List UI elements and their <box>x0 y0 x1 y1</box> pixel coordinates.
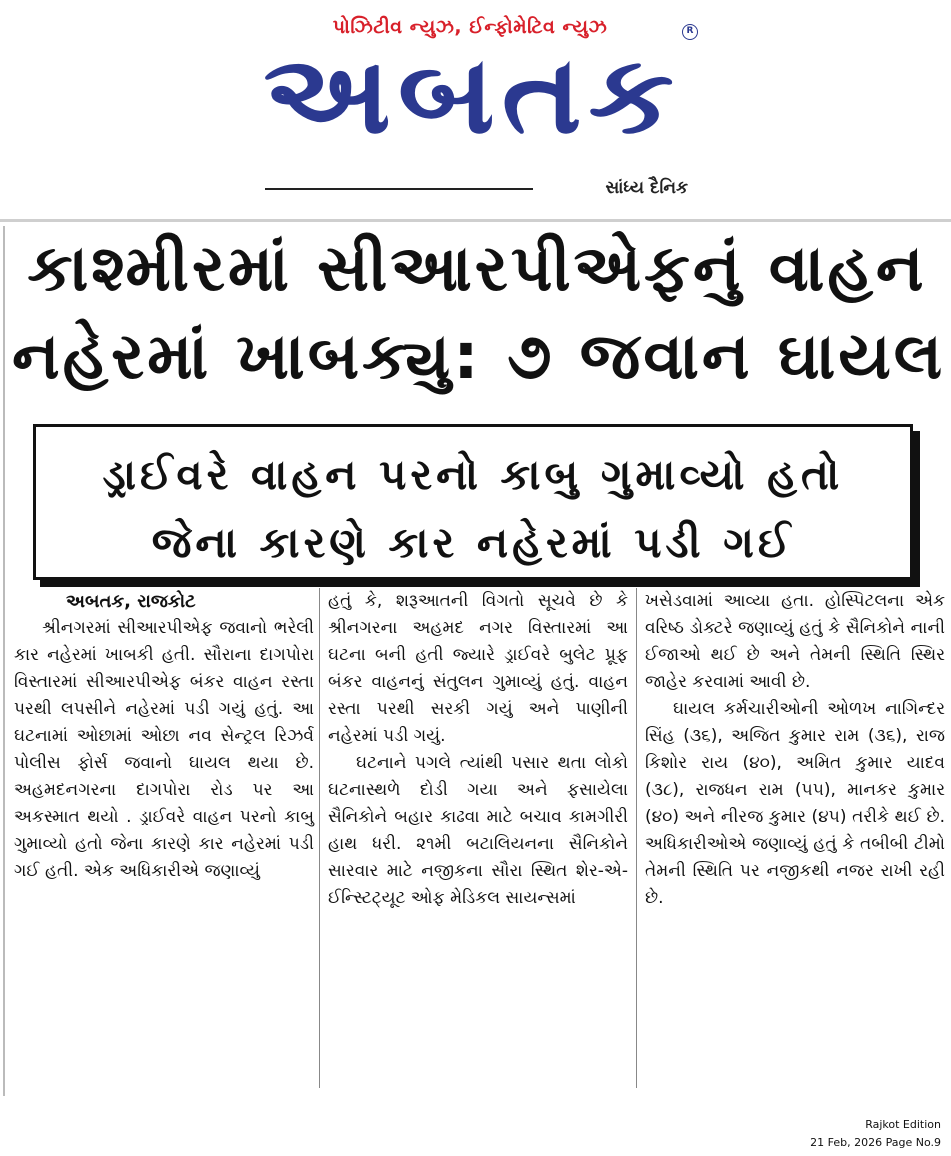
article-column-3 <box>645 588 945 912</box>
masthead-divider <box>0 219 951 222</box>
column-divider <box>319 588 320 1088</box>
headline-line-2: નહેરમાં ખાબક્યુ: ૭ જવાન ઘાયલ <box>12 320 946 394</box>
edition-label: Rajkot Edition <box>865 1118 941 1131</box>
page-left-rule <box>3 226 5 1096</box>
newspaper-logo: અબતક <box>263 33 681 158</box>
article-paragraph: ઘાયલ કર્મચારીઓની ઓળખ નાગિન્દર સિંહ (૩૬), અજિત કુમાર રામ (૩૬), રાજ કિશોર રાય (૪૦), અમિત કુમાર યાદવ (૩૮), રાજધન રામ (૫૫), માનકર કુમાર (૪૦) અને નીરજ કુમાર (૪૫) તરીકે થઈ છે. અધિકારીઓએ જણાવ્યું હતું કે તબીબી ટીમો તેમની સ્થિતિ પર નજીકથી નજર રાખી રહી છે. <box>645 699 945 908</box>
article-paragraph: ઘટનાને પગલે ત્યાંથી પસાર થતા લોકો ઘટનાસ્થળે દોડી ગયા અને ફસાયેલા સૈનિકોને બહાર કાઢવા માટે બચાવ કામગીરી હાથ ધરી. ૨૧મી બટાલિયનના સૈનિકોને સારવાર માટે નજીકના સૌરા સ્થિત શેર-એ-ઈન્સ્ટિટ્યૂટ ઓફ મેડિકલ સાયન્સમાં <box>328 753 628 908</box>
date-page-label: 21 Feb, 2026 Page No.9 <box>810 1136 941 1149</box>
subheadline-line-1: ડ્રાઈવરે વાહન પરનો કાબુ ગુમાવ્યો હતો <box>102 450 844 499</box>
article-paragraph: હતું કે, શરૂઆતની વિગતો સૂચવે છે કે શ્રીનગરના અહમદ નગર વિસ્તારમાં આ ઘટના બની હતી જ્યારે ડ્રાઈવરે બુલેટ પ્રૂફ બંકર વાહનનું સંતુલન ગુમાવ્યું હતું. વાહન રસ્તા પરથી સરકી ગયું અને પાણીની નહેરમાં પડી ગયું. <box>328 591 628 746</box>
subheadline-box <box>33 424 913 580</box>
article-column-1 <box>14 588 314 885</box>
masthead-subtitle: સાંધ્ય દૈનિક <box>605 178 688 198</box>
subheadline-line-2: જેના કારણે કાર નહેરમાં પડી ગઈ <box>151 518 795 567</box>
column-divider <box>636 588 637 1088</box>
masthead-tagline: પોઝિટીવ ન્યુઝ, ઈન્ફોમેટિવ ન્યુઝ <box>332 16 608 38</box>
article-dateline: અબતક, રાજકોટ <box>66 591 196 612</box>
registered-mark: R <box>682 24 698 40</box>
masthead <box>0 0 951 222</box>
headline-line-1: કાશ્મીરમાં સીઆરપીએફનું વાહન <box>27 232 927 306</box>
article-paragraph: શ્રીનગરમાં સીઆરપીએફ જવાનો ભરેલી કાર નહેરમાં ખાબકી હતી. સૌરાના દાગપોરા વિસ્તારમાં સીઆરપીએફ બંકર વાહન રસ્તા પરથી લપસીને નહેરમાં પડી ગયું હતું. આ ઘટનામાં ઓછામાં ઓછા નવ સેન્ટ્રલ રિઝર્વ પોલીસ ફોર્સ જવાનો ઘાયલ થયા છે. અહમદનગરના દાગપોરા રોડ પર આ અકસ્માત થયો . ડ્રાઈવરે વાહન પરનો કાબુ ગુમાવ્યો હતો જેના કારણે કાર નહેરમાં પડી ગઈ હતી. એક અધિકારીએ જણાવ્યું <box>14 618 314 881</box>
article-column-2 <box>328 588 628 912</box>
subtitle-rule <box>265 188 533 190</box>
article-paragraph: ખસેડવામાં આવ્યા હતા. હોસ્પિટલના એક વરિષ્ઠ ડોક્ટરે જણાવ્યું હતું કે સૈનિકોને નાની ઈજાઓ થઈ છે અને તેમની સ્થિતિ સ્થિર જાહેર કરવામાં આવી છે. <box>645 591 945 692</box>
